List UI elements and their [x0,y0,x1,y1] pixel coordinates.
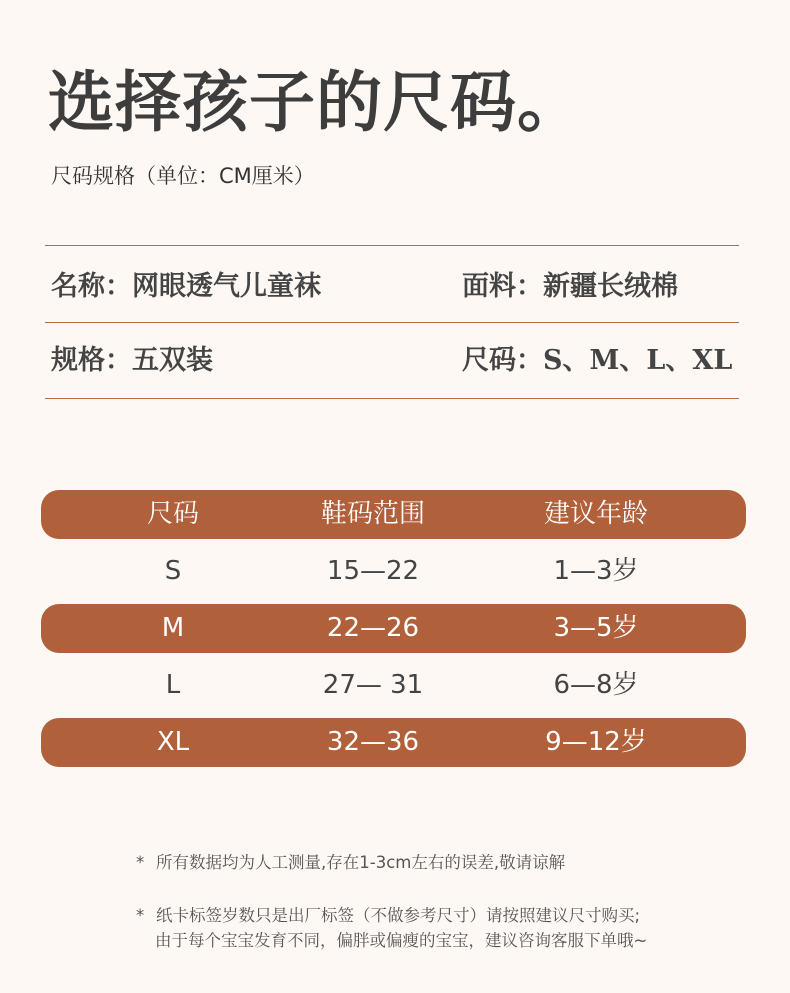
shoe-size-cell: 15—22 [326,556,420,586]
header-size: 尺码 [146,499,199,529]
size-cell: M [161,613,185,643]
size-cell: XL [156,727,190,757]
product-sizes: 尺码：S、M、L、XL [462,345,733,376]
table-row [41,661,746,710]
shoe-size-cell: 32—36 [326,727,420,757]
note-text: 所有数据均为人工测量,存在1-3cm左右的误差,敬请谅解 [156,853,566,872]
shoe-size-cell: 27— 31 [322,670,424,700]
page-subtitle: 尺码规格（单位：CM厘米） [51,164,315,188]
product-spec: 规格：五双装 [51,345,213,376]
size-cell: L [165,670,181,700]
age-cell: 3—5岁 [553,613,639,643]
asterisk: * [136,906,145,925]
divider [45,398,739,399]
table-header-row [41,490,746,539]
divider [45,245,739,246]
note-label-age [136,903,640,929]
table-row [41,547,746,596]
table-row [41,718,746,767]
asterisk: * [136,853,145,872]
shoe-size-cell: 22—26 [326,613,420,643]
age-cell: 6—8岁 [553,670,639,700]
header-age: 建议年龄 [543,499,648,529]
table-row [41,604,746,653]
age-cell: 9—12岁 [545,727,647,757]
note-measurement [136,850,565,876]
divider [45,322,739,323]
note-consult: 由于每个宝宝发育不同，偏胖或偏瘦的宝宝，建议咨询客服下单哦~ [155,931,648,950]
header-shoe-size: 鞋码范围 [320,499,425,529]
page-title: 选择孩子的尺码。 [48,64,584,141]
age-cell: 1—3岁 [553,556,639,586]
note-text: 纸卡标签岁数只是出厂标签（不做参考尺寸）请按照建议尺寸购买; [156,906,641,925]
product-name: 名称：网眼透气儿童袜 [51,271,321,302]
product-material: 面料：新疆长绒棉 [462,271,678,302]
size-cell: S [164,556,182,586]
size-table [41,490,746,775]
